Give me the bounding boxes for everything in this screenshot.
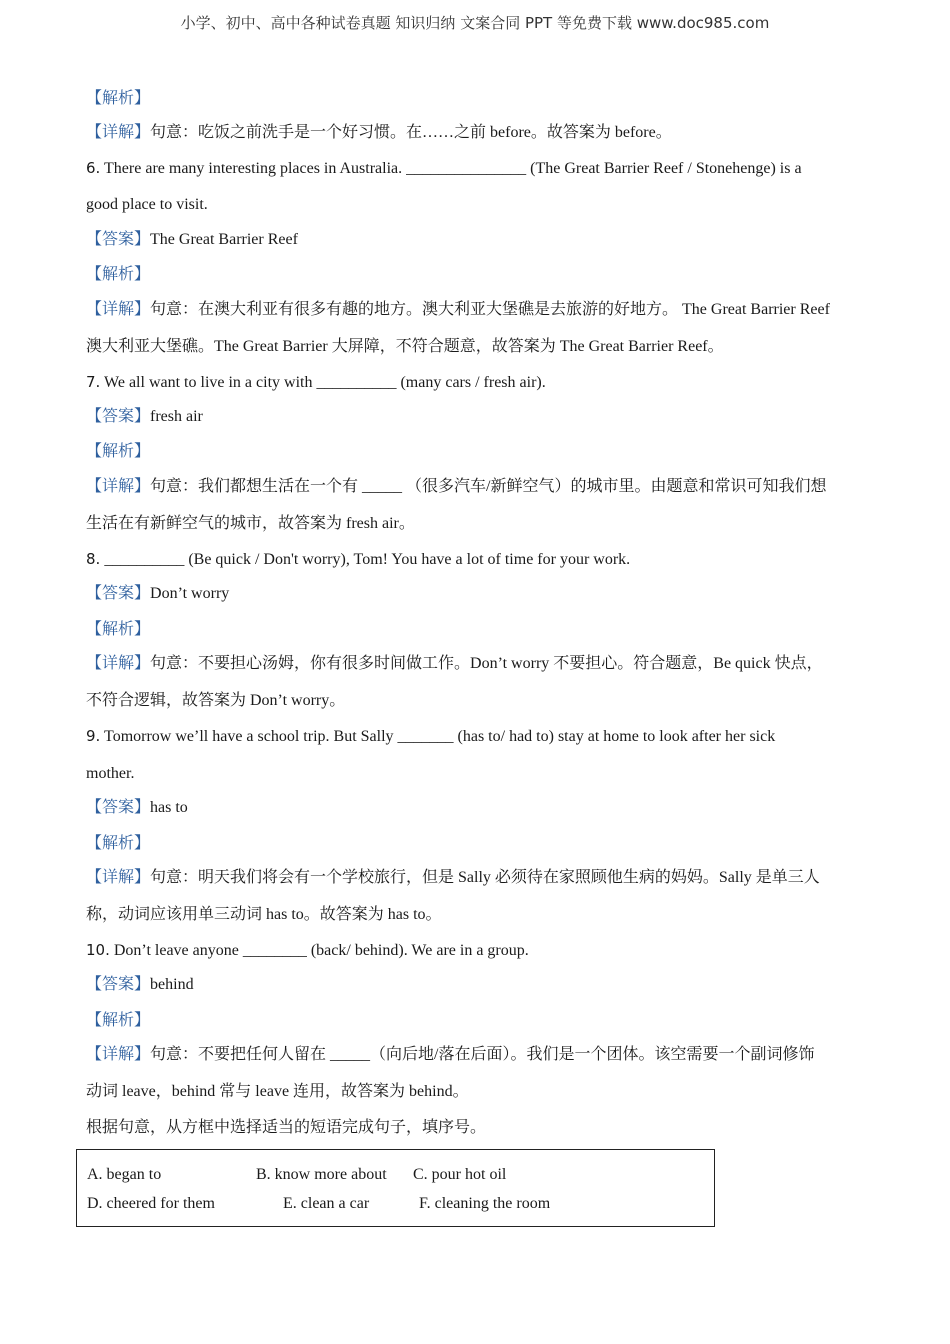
section-instruction: 根据句意，从方框中选择适当的短语完成句子，填序号。 bbox=[86, 1119, 487, 1136]
detail-8: 【详解】句意：不要担心汤姆，你有很多时间做工作。Don’t worry 不要担心。符合题意，Be quick 快点， bbox=[86, 655, 823, 672]
detail-7: 【详解】句意：我们都想生活在一个有 _____ （很多汽车/新鲜空气）的城市里。由题意和常识可知我们想 bbox=[86, 478, 827, 495]
options-box bbox=[76, 1149, 715, 1227]
question-7: 7. We all want to live in a city with __________ (many cars / fresh air). bbox=[86, 373, 546, 391]
question-9: 9. Tomorrow we’ll have a school trip. But Sally _______ (has to/ had to) stay at home to look after her sick bbox=[86, 727, 776, 745]
detail-9: 【详解】句意：明天我们将会有一个学校旅行，但是 Sally 必须待在家照顾他生病的妈妈。Sally 是单三人 bbox=[86, 869, 820, 886]
question-9-cont: mother. bbox=[86, 765, 135, 782]
detail-6: 【详解】句意：在澳大利亚有很多有趣的地方。澳大利亚大堡礁是去旅游的好地方。 The Great Barrier Reef bbox=[86, 301, 830, 318]
option-f: F. cleaning the room bbox=[419, 1195, 551, 1212]
answer-7: 【答案】fresh air bbox=[86, 408, 203, 425]
question-8: 8. __________ (Be quick / Don't worry), Tom! You have a lot of time for your work. bbox=[86, 550, 631, 568]
answer-6: 【答案】The Great Barrier Reef bbox=[86, 231, 298, 248]
option-c: C. pour hot oil bbox=[413, 1166, 507, 1183]
analysis-tag: 【解析】 bbox=[86, 266, 151, 283]
detail-7-cont: 生活在有新鲜空气的城市，故答案为 fresh air。 bbox=[86, 515, 415, 532]
analysis-tag: 【解析】 bbox=[86, 835, 151, 852]
option-a: A. began to bbox=[87, 1166, 162, 1183]
option-b: B. know more about bbox=[256, 1166, 387, 1183]
option-d: D. cheered for them bbox=[87, 1195, 215, 1212]
analysis-tag: 【解析】 bbox=[86, 621, 151, 638]
analysis-tag: 【解析】 bbox=[86, 90, 151, 107]
detail-10: 【详解】句意：不要把任何人留在 _____（向后地/落在后面）。我们是一个团体。该空需要一个副词修饰 bbox=[86, 1046, 815, 1063]
detail-8-cont: 不符合逻辑，故答案为 Don’t worry。 bbox=[86, 692, 346, 709]
answer-10: 【答案】behind bbox=[86, 976, 194, 993]
detail-6-cont: 澳大利亚大堡礁。The Great Barrier 大屏障，不符合题意，故答案为 The Great Barrier Reef。 bbox=[86, 338, 724, 355]
answer-9: 【答案】has to bbox=[86, 799, 188, 816]
analysis-tag: 【解析】 bbox=[86, 443, 151, 460]
page-header: 小学、初中、高中各种试卷真题 知识归纳 文案合同 PPT 等免费下载 www.doc985.com bbox=[180, 14, 770, 32]
detail-9-cont: 称，动词应该用单三动词 has to。故答案为 has to。 bbox=[86, 906, 442, 923]
detail-line: 【详解】句意：吃饭之前洗手是一个好习惯。在……之前 before。故答案为 before。 bbox=[86, 124, 672, 141]
analysis-tag: 【解析】 bbox=[86, 1012, 151, 1029]
detail-10-cont: 动词 leave，behind 常与 leave 连用，故答案为 behind。 bbox=[86, 1083, 469, 1100]
question-10: 10. Don’t leave anyone ________ (back/ behind). We are in a group. bbox=[86, 941, 529, 959]
answer-8: 【答案】Don’t worry bbox=[86, 585, 230, 602]
question-6-cont: good place to visit. bbox=[86, 196, 208, 213]
option-e: E. clean a car bbox=[283, 1195, 370, 1212]
question-6: 6. There are many interesting places in Australia. _______________ (The Great Barrier Reef / Stonehenge) is a bbox=[86, 159, 802, 177]
